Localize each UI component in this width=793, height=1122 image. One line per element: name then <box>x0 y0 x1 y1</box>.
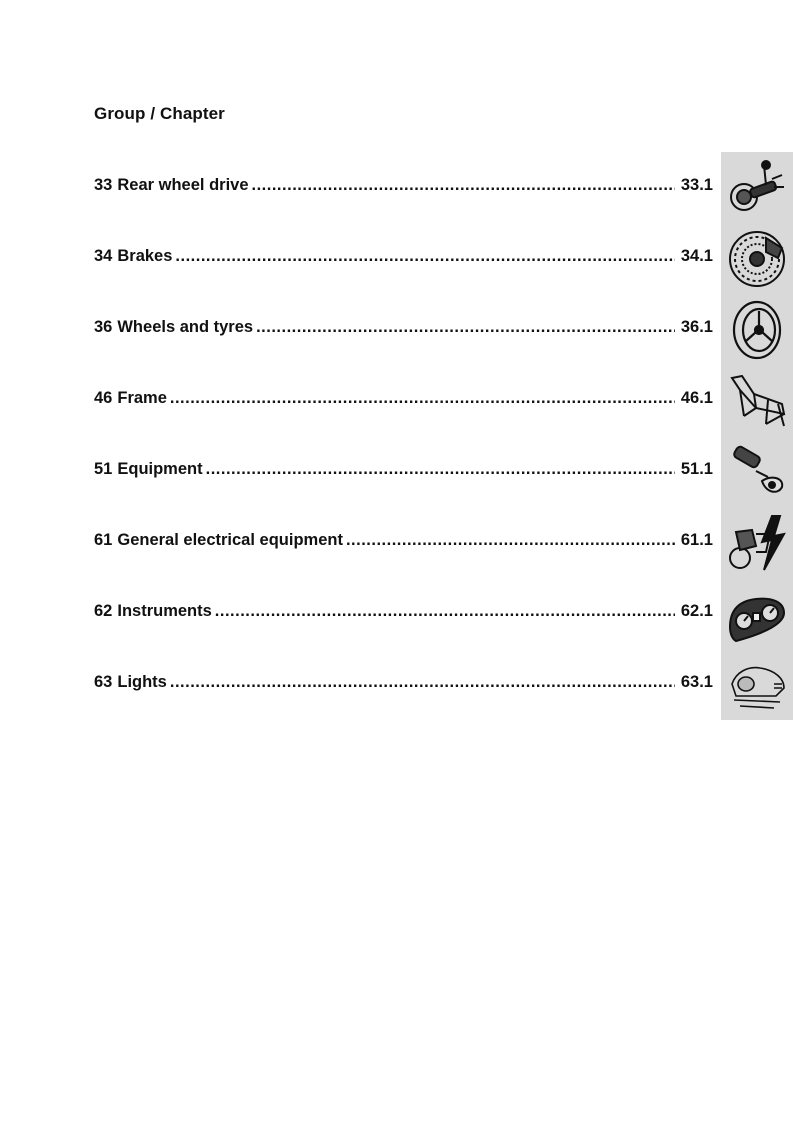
chapter-number: 34 <box>94 247 113 265</box>
page-number: 61.1 <box>680 531 713 549</box>
tab-brakes[interactable] <box>721 223 793 294</box>
rear-wheel-drive-icon <box>726 157 788 219</box>
chapter-number: 51 <box>94 460 113 478</box>
lights-icon <box>726 654 788 716</box>
chapter-title: Equipment <box>117 460 203 478</box>
chapter-tab-strip <box>721 152 793 720</box>
chapter-title: Wheels and tyres <box>117 318 254 336</box>
chapter-number: 63 <box>94 673 113 691</box>
toc-row-36[interactable] <box>94 294 713 365</box>
table-of-contents <box>94 152 713 720</box>
tab-electrical[interactable] <box>721 507 793 578</box>
chapter-number: 62 <box>94 602 113 620</box>
chapter-number: 61 <box>94 531 113 549</box>
toc-row-61[interactable] <box>94 507 713 578</box>
page-number: 46.1 <box>680 389 713 407</box>
instruments-icon <box>726 583 788 645</box>
tab-instruments[interactable] <box>721 578 793 649</box>
toc-heading: Group / Chapter <box>94 104 225 123</box>
page-number: 63.1 <box>680 673 713 691</box>
chapter-title: Brakes <box>117 247 173 265</box>
equipment-icon <box>726 441 788 503</box>
dot-leader <box>170 673 675 692</box>
toc-row-34[interactable] <box>94 223 713 294</box>
chapter-title: Rear wheel drive <box>117 176 249 194</box>
toc-row-33[interactable] <box>94 152 713 223</box>
chapter-title: Instruments <box>117 602 212 620</box>
chapter-title: General electrical equipment <box>117 531 343 549</box>
page-number: 33.1 <box>680 176 713 194</box>
dot-leader <box>170 389 675 408</box>
dot-leader <box>256 318 675 337</box>
dot-leader <box>215 602 675 621</box>
tab-lights[interactable] <box>721 649 793 720</box>
wheel-icon <box>726 299 788 361</box>
page-number: 36.1 <box>680 318 713 336</box>
chapter-number: 46 <box>94 389 113 407</box>
frame-icon <box>726 370 788 432</box>
toc-row-62[interactable] <box>94 578 713 649</box>
tab-rear-wheel-drive[interactable] <box>721 152 793 223</box>
electrical-icon <box>726 512 788 574</box>
page-number: 62.1 <box>680 602 713 620</box>
brake-disc-icon <box>726 228 788 290</box>
dot-leader <box>252 176 675 195</box>
toc-row-46[interactable] <box>94 365 713 436</box>
tab-frame[interactable] <box>721 365 793 436</box>
chapter-number: 36 <box>94 318 113 336</box>
page-number: 51.1 <box>680 460 713 478</box>
toc-row-63[interactable] <box>94 649 713 720</box>
tab-wheels[interactable] <box>721 294 793 365</box>
chapter-title: Lights <box>117 673 167 691</box>
toc-row-51[interactable] <box>94 436 713 507</box>
chapter-title: Frame <box>117 389 167 407</box>
tab-equipment[interactable] <box>721 436 793 507</box>
chapter-number: 33 <box>94 176 113 194</box>
page-number: 34.1 <box>680 247 713 265</box>
dot-leader <box>175 247 674 266</box>
dot-leader <box>346 531 675 550</box>
dot-leader <box>206 460 675 479</box>
